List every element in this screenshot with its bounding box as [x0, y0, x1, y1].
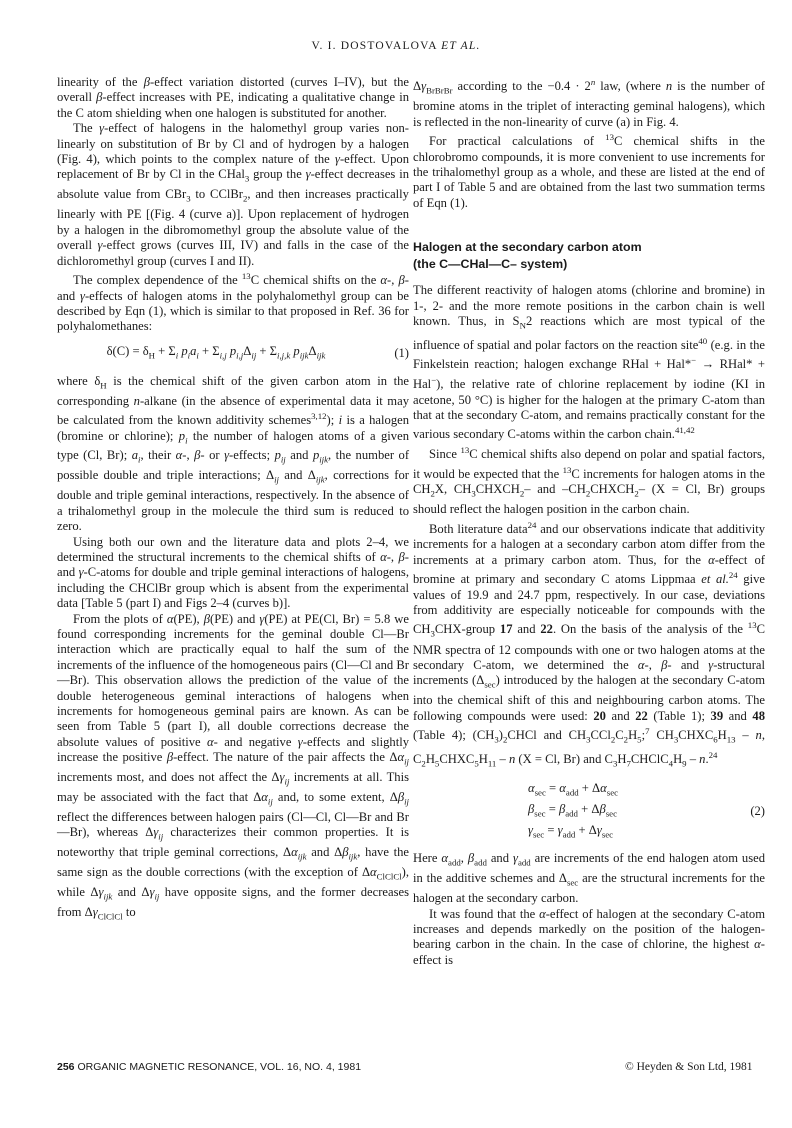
- equation-2: [413, 780, 765, 843]
- section-heading: [413, 239, 765, 273]
- paragraph: where $\delta_H$ is the chemical shift of the given carbon atom in the corresponding n-alkane (in the absence of experimental data it may be calculated from the known additivity schemes$^{3,12}$); i is a halogen (bromine or chlorine); $p_i$ the number of halogen atoms of a given type (Cl, Br); $a_i$, their α-, β- or γ-effects; $p_{ij}$ and $p_{ijk}$, the number of possible double and triple interactions; $\Delta_{ij}$ and $\Delta_{ijk}$, corrections for double and triple geminal interactions, respectively. In the absence of a trihalomethyl group in the molecule the third sum is reduced to zero.: [57, 373, 410, 534]
- paragraph: The different reactivity of halogen atoms (chlorine and bromine) in 1-, 2- and the more remote positions in the carbon chain is well known. Thus, in $S_N2$ reactions which are most typical of the influence of spatial and polar factors on the reaction site$^{40}$ (e.g. in the Finkelstein reaction; halogen exchange RHal + Hal*− → RHal* + Hal−), the relative rate of chlorine replacement by iodine (KI in acetone, 50 °C) is higher for the halogen at the primary C-atom than that at the secondary C-atom, and remains practically constant for the various secondary C-atoms within the carbon chain.$^{41,42}$: [413, 283, 765, 442]
- footer-journal: [57, 1061, 361, 1073]
- paragraph: $\Delta\gamma_{BrBrBr}$ according to the $-0.4 \cdot 2^n$ law, (where n is the number of bromine atoms in the triplet of interacting geminal halogens), which is reflected in the non-linearity of curve (a) in Fig. 4.: [413, 77, 765, 129]
- equation-2-line-beta: $\beta_{sec} = \beta_{add} + \Delta\beta_{sec}$: [528, 802, 618, 819]
- equation-2-line-gamma: $\gamma_{sec} = \gamma_{add} + \Delta\gamma_{sec}$: [528, 823, 614, 840]
- paragraph: It was found that the α-effect of halogen at the secondary C-atom increases and depends markedly on the position of the halogen-bearing carbon in the chain. In the case of chlorine, the highest α-effect is: [413, 906, 766, 967]
- header-author: V. I. DOSTOVALOVA: [311, 40, 438, 52]
- paragraph: The complex dependence of the $^{13}$C chemical shifts on the α-, β- and γ-effects of halogen atoms in the polyhalomethyl group can be described by Eqn (1), which is similar to that proposed in Ref. 36 for polyhalomethanes:: [57, 270, 409, 334]
- section-heading-line2: (the C—CHal—C– system): [413, 257, 568, 272]
- running-header: [0, 40, 792, 52]
- page-number: 256: [57, 1061, 75, 1073]
- paragraph: For practical calculations of $^{13}$C chemical shifts in the chlorobromo compounds, it is more convenient to use increments for the trihalomethyl group as a whole, and these are listed at the end of part I of Table 5 and are obtained from the last two summation terms of Eqn (1).: [413, 131, 765, 210]
- right-column: [413, 75, 765, 968]
- paragraph: Here $\alpha_{add}$, $\beta_{add}$ and $\gamma_{add}$ are increments of the end halogen atom used in the additive schemes and $\Delta_{sec}$ are the structural increments for the halogen at the secondary carbon.: [413, 851, 766, 906]
- paragraph: linearity of the β-effect variation distorted (curves I–IV), but the overall β-effect increases with PE, indicating a qualitative change in the C atom shielding when one halogen is substituted for another.: [57, 75, 409, 120]
- equation-number: (1): [394, 345, 409, 360]
- header-etal: ET AL.: [441, 40, 481, 52]
- paragraph: From the plots of α(PE), β(PE) and γ(PE) at PE(Cl, Br) = 5.8 we found corresponding increments for the geminal double Cl—Br interaction which are practically equal to half the sum of the increments of the influence of the homogeneous pairs (Cl—Cl and Br—Br). This observation allows the prediction of the value of the double heterogeneous geminal interactions of halogens when increments for homogeneous geminal pairs are known. As can be seen from Table 5 (part I), all double corrections decrease the absolute values of positive α- and negative γ-effects and slightly increase the positive β-effect. The nature of the pair affects the $\Delta\alpha_{ij}$ increments most, and does not affect the $\Delta\gamma_{ij}$ increments at all. This may be associated with the fact that $\Delta\alpha_{ij}$ and, to some extent, $\Delta\beta_{ij}$ reflect the differences between halogen pairs (Cl—Cl, Cl—Br and Br—Br), whereas $\Delta\gamma_{ij}$ characterizes their common properties. It is noteworthy that triple geminal corrections, $\Delta\alpha_{ijk}$ and $\Delta\beta_{ijk}$, have the same sign as the double corrections (with the exception of $\Delta\alpha_{ClClCl}$), while $\Delta\gamma_{ijk}$ and $\Delta\gamma_{ij}$ have opposite signs, and the former decreases from $\Delta\gamma_{ClClCl}$ to: [57, 611, 410, 922]
- equation-2-line-alpha: $\alpha_{sec} = \alpha_{add} + \Delta\alpha_{sec}$: [528, 781, 619, 798]
- equation-1: $\delta(C) = \delta_H + \Sigma_i$ $p_ia_i + \Sigma_{i,j}$ $p_{i,j}\Delta_{ij} + \Sigma_{i,j,k}$ $p_{ijk}\Delta_{ijk}$ (1): [106, 343, 409, 361]
- footer-copyright: © Heyden & Son Ltd, 1981: [625, 1061, 753, 1073]
- section-heading-line1: Halogen at the secondary carbon atom: [413, 240, 642, 255]
- left-column: [57, 75, 409, 925]
- journal-name: ORGANIC MAGNETIC RESONANCE, VOL. 16, NO. 4, 1981: [77, 1061, 362, 1073]
- paragraph: The γ-effect of halogens in the halomethyl group varies non-linearly on substitution of Br by Cl and of hydrogen by a halogen (Fig. 4), which points to the complex nature of the γ-effect. Upon replacement of Br by Cl in the CHal$_3$ group the γ-effect decreases in absolute value from CBr$_3$ to CClBr$_2$, and then increases practically linearly with PE [(Fig. 4 (curve a)]. Upon replacement of hydrogen by a halogen in the dibromomethyl group the absolute value of the overall γ-effect grows (curves III, IV) and falls in the case of the dichloromethyl group (curves I and II).: [57, 121, 409, 268]
- paragraph: Since $^{13}$C chemical shifts also depend on polar and spatial factors, it would be expected that the $^{13}$C increments for halogen atoms in the $CH_2X$, $CH_3CHXCH_2-$ and $-CH_2CHXCH_2-$ (X = Cl, Br) groups should reflect the halogen position in the carbon chain.: [413, 445, 766, 517]
- paragraph: Both literature data$^{24}$ and our observations indicate that additivity increments for a halogen at a secondary carbon atom differ from the increments at a primary carbon atom. Thus, for the α-effect of bromine at primary and secondary C atoms Lippmaa et al.$^{24}$ give values of 19.9 and 24.7 ppm, respectively. In our case, deviations from additivity are especially noticeable for compounds with the $CH_3CHX$-group 17 and 22. On the basis of the analysis of the $^{13}$C NMR spectra of 12 compounds with one or two halogen atoms at the secondary C-atom, we determined the α-, β- and γ-structural increments $(\Delta_{sec})$ introduced by the halogen at the secondary C-atom into the chemical shift of this and neighbouring carbon atoms. The following compounds were used: 20 and 22 (Table 1); 39 and 48 (Table 4); $(CH_3)_2CHCl$ and $CH_3CCl_2C_2H_5;^7$ $CH_3CHXC_6H_{13}$ – n, $C_2H_5CHXC_5H_{11}$ – n (X = Cl, Br) and $C_3H_7CHClC_4H_9 - n.^{24}$: [413, 519, 766, 769]
- equation-number: (2): [750, 804, 765, 819]
- paragraph: Using both our own and the literature data and plots 2–4, we determined the structural increments to the chemical shifts of α-, β- and γ-C-atoms for double and triple geminal interactions of halogens, including the CHClBr group which is absent from the experimental data [Table 5 (part I) and Figs 2–4 (curves b)].: [57, 534, 409, 611]
